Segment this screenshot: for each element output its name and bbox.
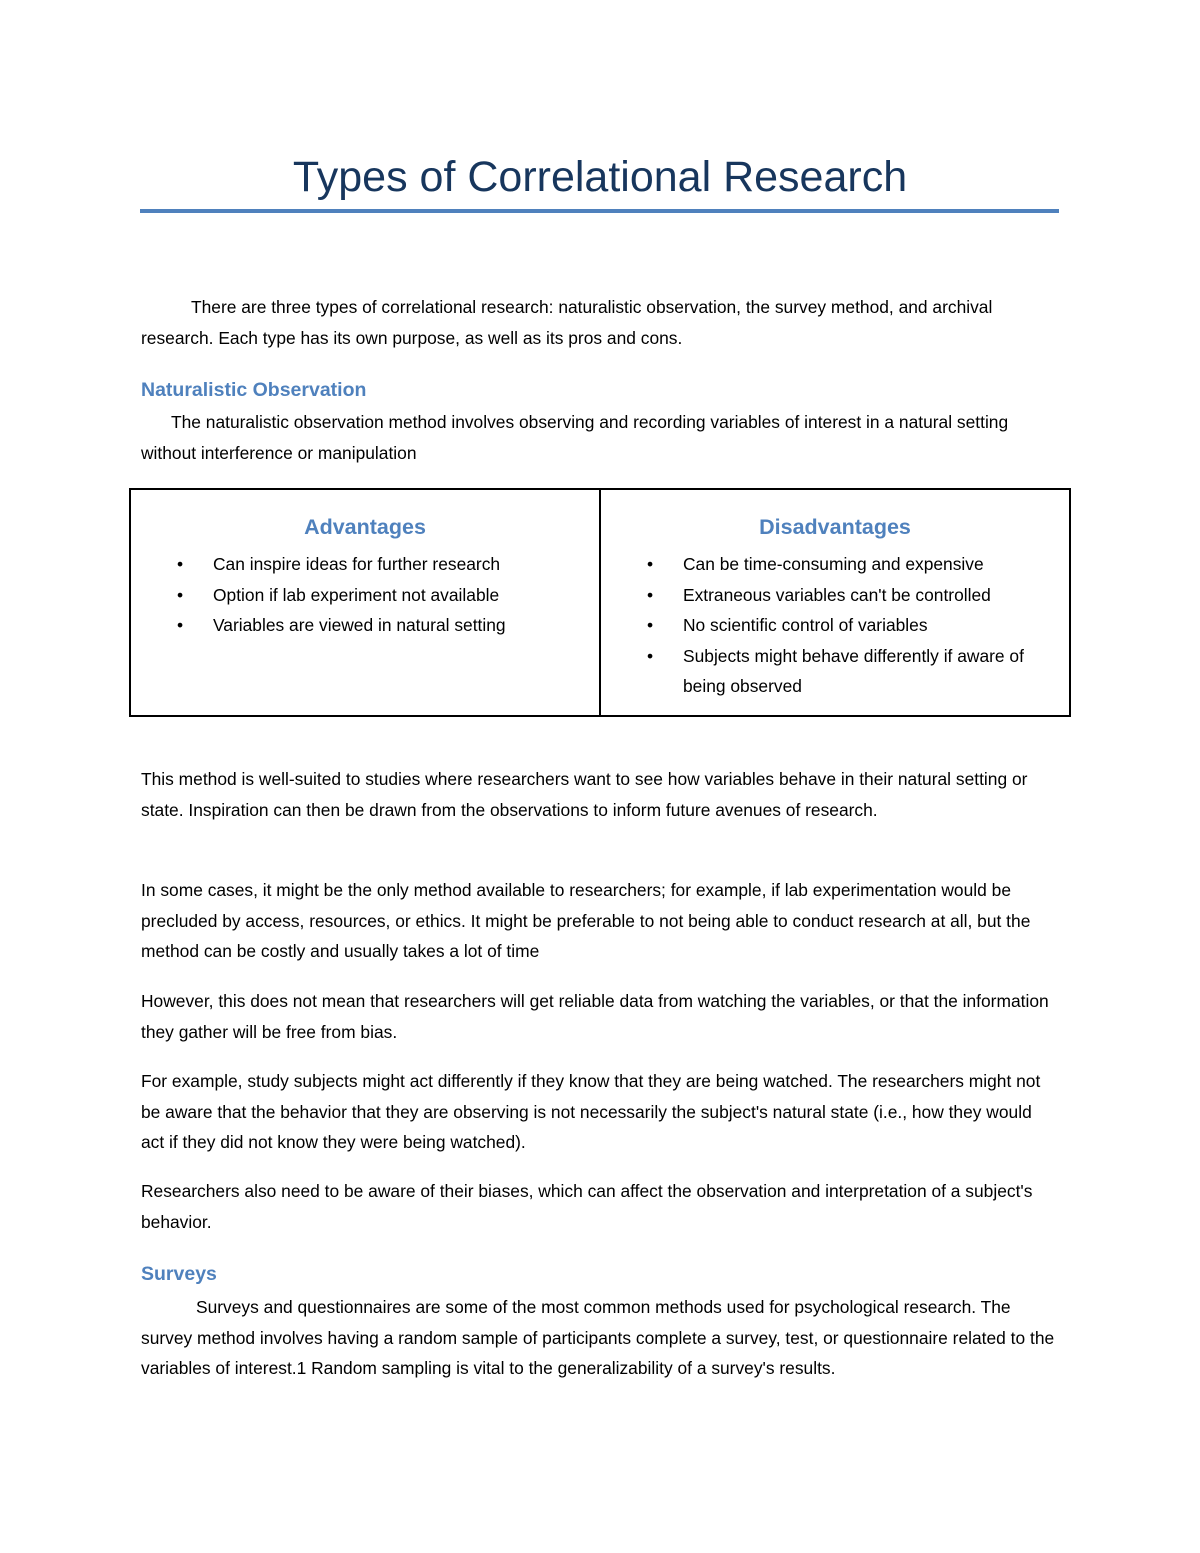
body-paragraph: In some cases, it might be the only method available to researchers; for example, if lab experimentation would be precluded by access, resources, or ethics. It might be preferable to not being able to conduct research at all, but the method can be costly and usually takes a lot of time <box>141 880 1031 961</box>
body-paragraph: For example, study subjects might act differently if they know that they are being watched. The researchers might not be aware that the behavior that they are observing is not necessarily the subject's natural state (i.e., how they would act if they did not know they were being watched). <box>141 1071 1041 1152</box>
advantage-item <box>177 549 583 580</box>
disadvantage-text: Subjects might behave differently if aware of being observed <box>683 645 1024 696</box>
advantage-text: Can inspire ideas for further research <box>213 554 501 574</box>
advantages-column <box>131 490 599 715</box>
disadvantages-title: Disadvantages <box>759 515 911 539</box>
bullet-icon: • <box>647 554 654 574</box>
disadvantage-text: Extraneous variables can't be controlled <box>683 584 991 605</box>
disadvantages-list <box>647 549 1053 702</box>
disadvantage-item <box>647 549 1053 580</box>
body-paragraph: However, this does not mean that researchers will get reliable data from watching the variables, or that the information they gather will be free from bias. <box>141 991 1049 1042</box>
heading-surveys: Surveys <box>141 1263 217 1285</box>
disadvantage-item <box>647 610 1053 641</box>
naturalistic-intro-paragraph: The naturalistic observation method involves observing and recording variables of interest in a natural setting without interference or manipulation <box>141 412 1009 463</box>
advantage-item <box>177 610 583 641</box>
intro-paragraph: There are three types of correlational research: naturalistic observation, the survey method, and archival research. Each type has its own purpose, as well as its pros and cons. <box>141 297 993 348</box>
advantage-item <box>177 580 583 611</box>
bullet-icon: • <box>647 645 654 666</box>
advantage-text: Option if lab experiment not available <box>213 584 500 605</box>
title-underline <box>140 209 1059 213</box>
advantages-title: Advantages <box>304 515 426 539</box>
disadvantage-item <box>647 580 1053 611</box>
page-title: Types of Correlational Research <box>292 153 908 201</box>
body-paragraph: Researchers also need to be aware of their biases, which can affect the observation and interpretation of a subject's behavior. <box>141 1181 1033 1232</box>
advantage-text: Variables are viewed in natural setting <box>213 615 506 635</box>
bullet-icon: • <box>177 554 184 574</box>
disadvantages-column <box>599 490 1069 715</box>
bullet-icon: • <box>647 584 654 605</box>
bullet-icon: • <box>177 615 184 635</box>
disadvantage-text: No scientific control of variables <box>683 615 928 635</box>
disadvantage-item <box>647 641 1053 702</box>
advantages-list <box>177 549 583 641</box>
bullet-icon: • <box>177 584 184 605</box>
pros-cons-table <box>129 488 1071 717</box>
heading-naturalistic-observation: Naturalistic Observation <box>141 379 367 401</box>
body-paragraph: This method is well-suited to studies where researchers want to see how variables behave in their natural setting or state. Inspiration can then be drawn from the observations to inform future avenues of research. <box>141 769 1028 820</box>
disadvantage-text: Can be time-consuming and expensive <box>683 554 984 574</box>
bullet-icon: • <box>647 615 654 635</box>
surveys-intro-paragraph: Surveys and questionnaires are some of the most common methods used for psychological research. The survey method involves having a random sample of participants complete a survey, test, or questionnaire related to the variables of interest.1 Random sampling is vital to the generalizability of a survey's results. <box>141 1297 1055 1378</box>
